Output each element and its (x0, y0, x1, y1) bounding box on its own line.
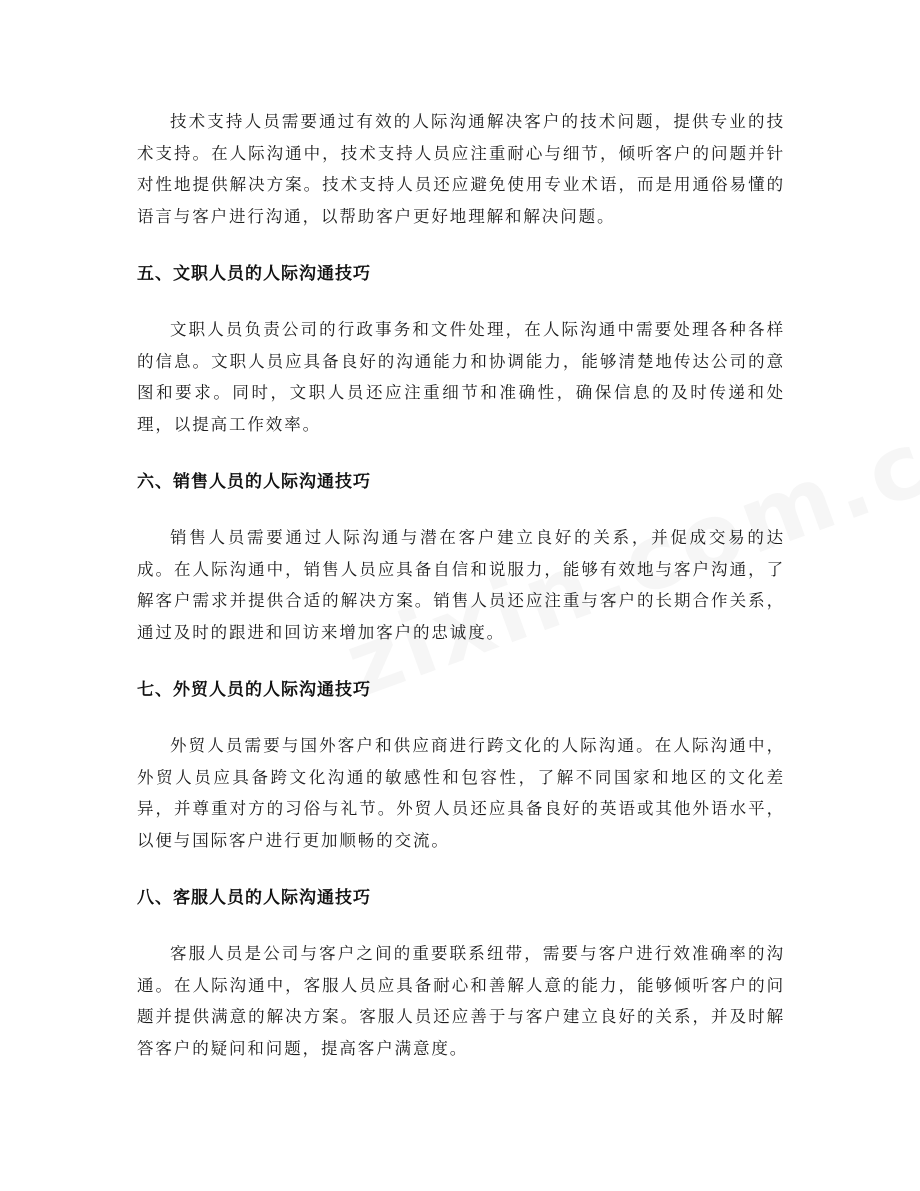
section-body-6: 销售人员需要通过人际沟通与潜在客户建立良好的关系，并促成交易的达成。在人际沟通中，销售人员应具备自信和说服力，能够有效地与客户沟通，了解客户需求并提供合适的解决方案。销售人员还应注重与客户的长期合作关系，通过及时的跟进和回访来增加客户的忠诚度。 (137, 528, 785, 642)
section-body-8: 客服人员是公司与客户之间的重要联系纽带，需要与客户进行效准确率的沟通。在人际沟通中，客服人员应具备耐心和善解人意的能力，能够倾听客户的问题并提供满意的解决方案。客服人员还应善于与客户建立良好的关系，并及时解答客户的疑问和问题，提高客户满意度。 (137, 944, 785, 1058)
section-heading-7: 七、外贸人员的人际沟通技巧 (137, 680, 371, 700)
section-heading-5: 五、文职人员的人际沟通技巧 (137, 264, 371, 284)
section-body-5: 文职人员负责公司的行政事务和文件处理，在人际沟通中需要处理各种各样的信息。文职人员应具备良好的沟通能力和协调能力，能够清楚地传达公司的意图和要求。同时，文职人员还应注重细节和准确性，确保信息的及时传递和处理，以提高工作效率。 (137, 320, 785, 434)
section-heading-6: 六、销售人员的人际沟通技巧 (137, 472, 371, 492)
section-heading-8: 八、客服人员的人际沟通技巧 (137, 888, 371, 908)
document-body (137, 106, 785, 1064)
section-body-7: 外贸人员需要与国外客户和供应商进行跨文化的人际沟通。在人际沟通中，外贸人员应具备跨文化沟通的敏感性和包容性，了解不同国家和地区的文化差异，并尊重对方的习俗与礼节。外贸人员还应具备良好的英语或其他外语水平，以便与国际客户进行更加顺畅的交流。 (137, 736, 785, 850)
intro-paragraph: 技术支持人员需要通过有效的人际沟通解决客户的技术问题，提供专业的技术支持。在人际沟通中，技术支持人员应注重耐心与细节，倾听客户的问题并针对性地提供解决方案。技术支持人员还应避免使用专业术语，而是用通俗易懂的语言与客户进行沟通，以帮助客户更好地理解和解决问题。 (137, 112, 785, 226)
